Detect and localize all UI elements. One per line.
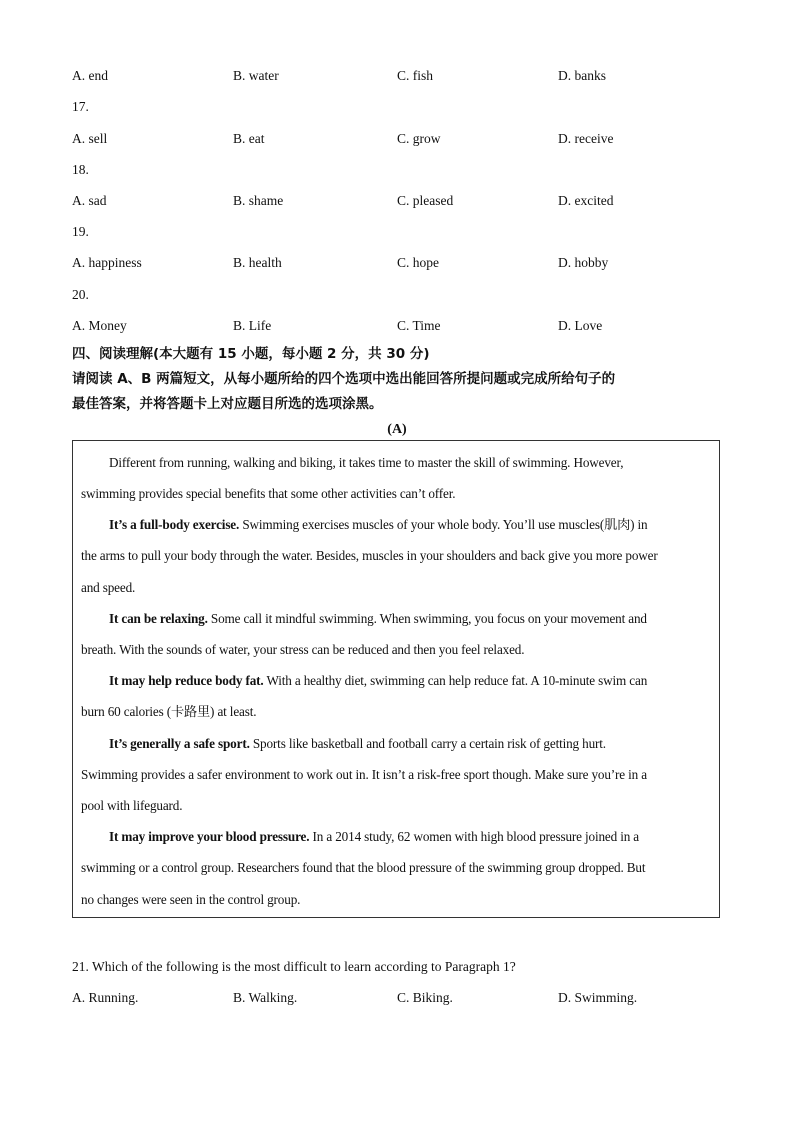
option-d: D. excited	[558, 193, 614, 208]
option-a: A. sad	[72, 193, 107, 208]
option-a: A. sell	[72, 131, 108, 146]
option-b: B. eat	[233, 131, 265, 146]
question-number-19: 19.	[72, 224, 89, 239]
passage-line: the arms to pull your body through the water. Besides, muscles in your shoulders and back give you more power	[81, 548, 658, 563]
option-c: C. fish	[397, 68, 434, 83]
passage-line: swimming provides special benefits that some other activities can’t offer.	[81, 486, 456, 501]
option-a: A. Running.	[72, 990, 139, 1005]
options-row-18	[72, 191, 732, 211]
option-d: D. banks	[558, 68, 606, 83]
passage-line: It may improve your blood pressure. In a 2014 study, 62 women with high blood pressure joined in a	[109, 829, 639, 844]
passage-line: Different from running, walking and biking, it takes time to master the skill of swimming. However,	[109, 455, 624, 470]
option-d: D. receive	[558, 131, 614, 146]
option-b: B. Life	[233, 318, 272, 333]
option-d: D. Swimming.	[558, 990, 638, 1005]
passage-line: breath. With the sounds of water, your stress can be reduced and then you feel relaxed.	[81, 642, 525, 657]
option-b: B. water	[233, 68, 279, 83]
passage-line: It’s a full-body exercise. Swimming exercises muscles of your whole body. You’ll use muscles(肌肉) in	[109, 517, 648, 532]
passage-line: pool with lifeguard.	[81, 798, 183, 813]
passage-line: Swimming provides a safer environment to work out in. It isn’t a risk-free sport though. Make sure you’re in a	[81, 767, 647, 782]
options-row-19	[72, 253, 732, 273]
option-c: C. hope	[397, 255, 439, 270]
options-row-20	[72, 316, 732, 336]
option-a: A. end	[72, 68, 108, 83]
option-a: A. happiness	[72, 255, 142, 270]
passage-line: It can be relaxing. Some call it mindful swimming. When swimming, you focus on your movement and	[109, 611, 647, 626]
passage-box	[72, 440, 720, 918]
question-number-17: 17.	[72, 99, 89, 114]
option-c: C. Time	[397, 318, 441, 333]
section-instruction-line-1: 请阅读 A、B 两篇短文，从每小题所给的四个选项中选出能回答所提问题或完成所给句子的	[72, 371, 616, 387]
passage-line: burn 60 calories (卡路里) at least.	[81, 704, 257, 719]
section-instruction-line-2: 最佳答案，并将答题卡上对应题目所选的选项涂黑。	[72, 396, 383, 412]
option-b: B. health	[233, 255, 282, 270]
option-a: A. Money	[72, 318, 127, 333]
question-21-text: 21. Which of the following is the most difficult to learn according to Paragraph 1?	[72, 959, 516, 974]
option-d: D. hobby	[558, 255, 609, 270]
question-number-20: 20.	[72, 287, 89, 302]
options-row-17	[72, 129, 732, 149]
passage-line: swimming or a control group. Researchers found that the blood pressure of the swimming group dropped. But	[81, 860, 646, 875]
passage-label: (A)	[387, 422, 407, 437]
options-row-16	[72, 66, 732, 86]
option-c: C. pleased	[397, 193, 454, 208]
option-b: B. Walking.	[233, 990, 298, 1005]
option-c: C. Biking.	[397, 990, 453, 1005]
option-c: C. grow	[397, 131, 441, 146]
option-b: B. shame	[233, 193, 284, 208]
passage-line: no changes were seen in the control group.	[81, 892, 301, 907]
passage-line: It may help reduce body fat. With a healthy diet, swimming can help reduce fat. A 10-minute swim can	[109, 673, 648, 688]
section-heading: 四、阅读理解(本大题有 15 小题，每小题 2 分，共 30 分)	[72, 346, 430, 362]
question-number-18: 18.	[72, 162, 89, 177]
passage-line: It’s generally a safe sport. Sports like basketball and football carry a certain risk of getting hurt.	[109, 736, 606, 751]
options-row-21	[72, 988, 732, 1008]
option-d: D. Love	[558, 318, 603, 333]
passage-line: and speed.	[81, 580, 136, 595]
